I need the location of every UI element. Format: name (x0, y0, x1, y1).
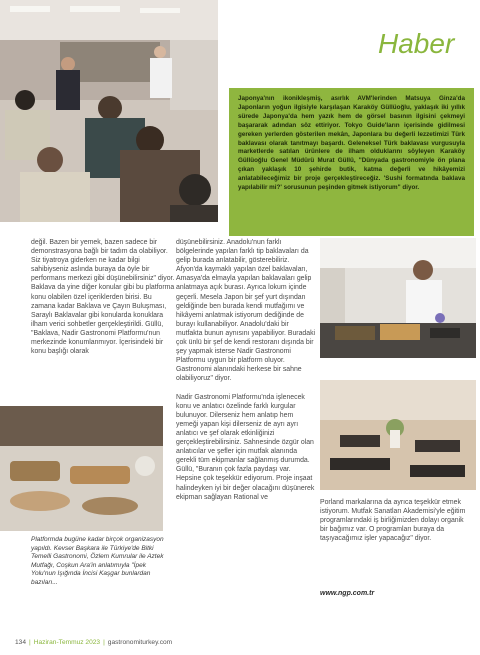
article-column-1 (31, 238, 177, 356)
website-link[interactable]: www.ngp.com.tr (320, 590, 375, 597)
table-setting-photo (320, 380, 476, 490)
page-footer: 134 | Haziran-Temmuz 2023 | gastronomiturkey.com (15, 639, 173, 646)
section-title: Haber (378, 28, 455, 59)
photo-caption: Platformda bugüne kadar birçok organizasyon yapıldı. Kevser Başkara ile Türkiye'de Bitki Temelli Gastronomi, Özlem Kumrular ile Aztek Mutfağı, Coşkun Ara'in anlatımıyla "İpek Yolu'nun Işığında İncisi Kaşgar bunlardan bazıları... (31, 536, 164, 586)
food-presentation-photo (0, 406, 163, 531)
column-1-text: değil. Bazen bir yemek, bazen sadece bir demonstrasyona bağlı bir tadım da olabiliyor. Siz tiyatroya giderken ne kadar bilgi sahibiyseniz aslında buraya da öyle bir performans merkezi gibi düşünebilirsiniz" diyor. Baklava da yine diğer konular gibi bu platforma konu olabilen özel içeriklerden birisi. Bu zamana kadar Baklava ve Çayın Buluşması, Saraylı Baklavalar gibi konularda konuklara ilham verici sohbetler gerçekleştirildi. Güllü, "Baklava, Nadir Gastronomi Platformu'nun merkezinde konumlanmıyor. İçerisindeki bir konu başlığı olarak (31, 239, 175, 356)
column-2-text: düşünebilirsiniz. Anadolu'nun farklı bölgelerinde yapılan farklı tip baklavaları da gelip burada anlatabilir, gösterebiliriz. Afyon'da kaymaklı yapılan özel baklavaları, Amasya'da elmayla yapılan baklavaları gelip anlatmaya açık burası. Ayrıca lokum içinde geçerli. Mesela Japon bir şef yurt dışından geldiğinde ben burada kendi mutfağımı ve hikâyemi anlatmak istiyorum dediğinde de burayı kullanabiliyor. Anadolu'daki bir mutfakta bunun aynısını yapabiliyor. Buradaki çok ünlü bir şef de kendi restoranı dışında bir şey yapmak isterse Nadir Gastronomi Platformu uygun bir platform oluyor. Gastronomi alanındaki herkese bir sahne olabiliyoruz" diyor. Nadir Gastronomi Platformu'nda işlenecek konu ve anlatıcı özelinde farklı kurgular bulunuyor. Dilerseniz hem anlatıp hem yemeği yapan kişi dilerseniz de ayrı ayrı anlatıcı ve şef olarak etkinliğinizi gerçekleştirebilirsiniz. Sahnesinde özgür olan anlatıcılar ve şefler için mutfak alanında gerekli tüm ekipmanlar sağlanmış durumda. Güllü, "Buranın çok fazla paydaşı var. Hepsine çok teşekkür ediyorum. Proje inşaat halindeyken iyi bir değer olacağını düşünerek ekipman sağlayan Rational ve (176, 239, 316, 501)
column-3-text: Porland markalarına da ayrıca teşekkür etmek istiyorum. Mutfak Sanatları Akademisi'yle eğitim programlarındaki iş birliğimizden dolayı organik bir bağımız var. O programları buraya da taşıyacağımız işler yapacağız" diyor. (320, 499, 466, 543)
intro-box (229, 88, 474, 236)
article-column-2 (176, 238, 316, 502)
site-label: gastronomiturkey.com (107, 639, 173, 646)
article-column-3 (320, 498, 470, 543)
intro-text: Japonya'nın ikonikleşmiş, asırlık AVM'lerinden Matsuya Ginza'da Japonların yoğun ilgisiyle karşılaşan Karaköy Güllüoğlu, yaklaşık iki yıllık sürede Japonya'da hem yazık hem de görsel basının ilgisini çekmeyi başararak adından söz ettiriyor. Tokyo Guide'ların içerisinde gidilmesi gereken yerlerden gösterilen mekân, Japonlara bu değerli lezzetimizi Türk baklavası olarak tanıtmayı başardı. Geleneksel Türk baklavası vurgusuyla marketlerde satılan ürünlere de ilham olduklarını söyleyen Karaköy Güllüoğlu Genel Müdürü Murat Güllü, "Dünyada gastronomiyle ön plana çıkan yaklaşık 10 şehirde butik, katma değerli ve hikâyemizi anlatabileceğimiz bir proje gerçekleştireceğiz. 'Sushi formatında baklava yapılabilir mi?' sorusunun peşinden gitmek istiyorum" diyor. (238, 95, 465, 192)
hero-event-photo (0, 0, 218, 222)
page-number: 134 (15, 639, 27, 646)
chef-cooking-photo (320, 238, 476, 358)
issue-label: Haziran-Temmuz 2023 (33, 639, 101, 646)
